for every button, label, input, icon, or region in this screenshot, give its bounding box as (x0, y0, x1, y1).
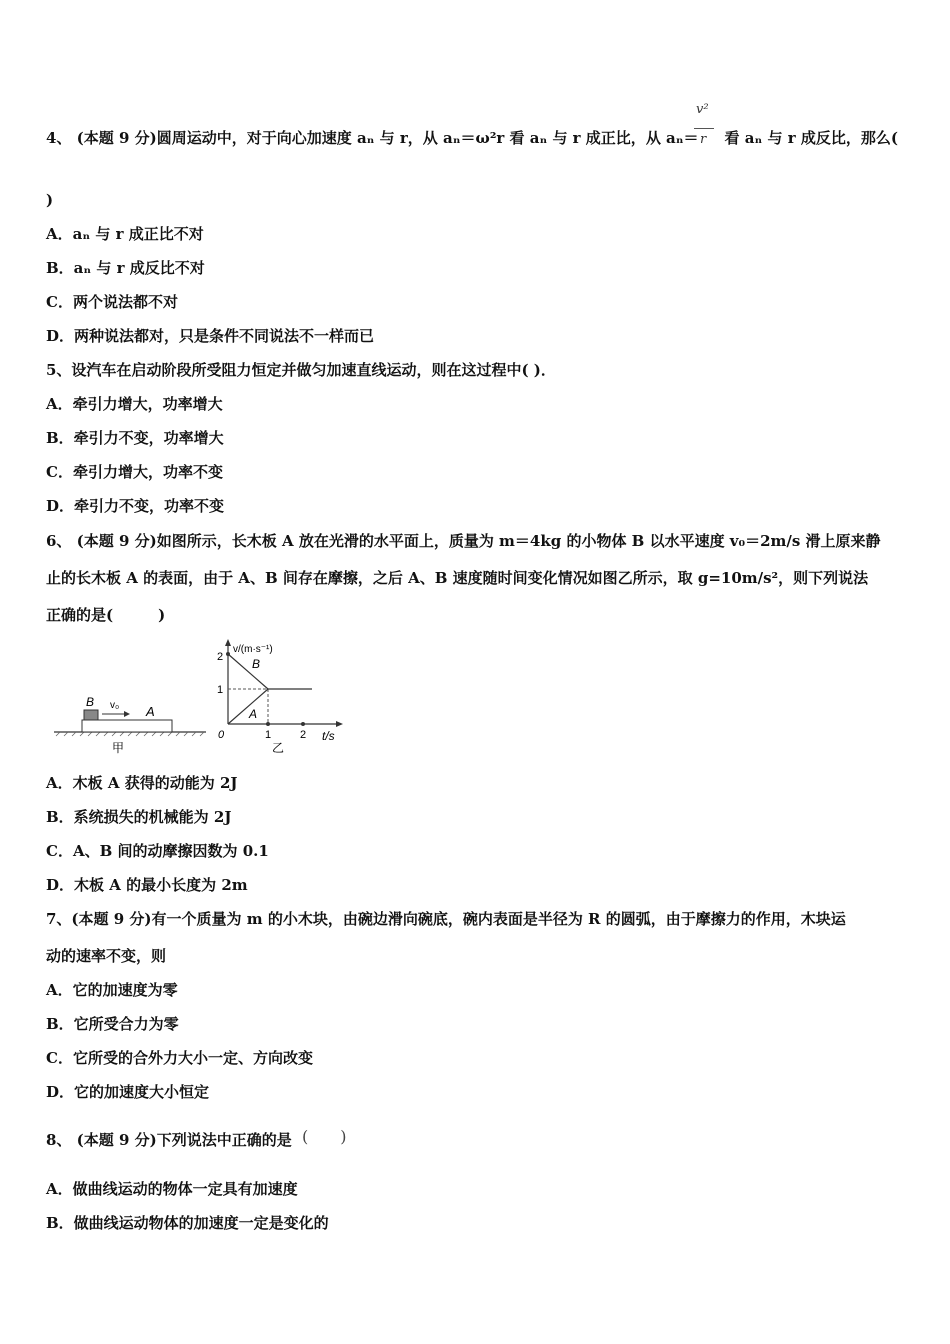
q4-stem-line2: ) (46, 191, 54, 209)
caption-jia: 甲 (112, 741, 125, 755)
q4-fraction-bar (694, 128, 714, 129)
q7-option-b: B．它所受合力为零 (46, 1015, 179, 1033)
q5-stem: 5、设汽车在启动阶段所受阻力恒定并做匀加速直线运动，则在这过程中( )． (46, 361, 556, 379)
line-a-label: A (249, 707, 258, 721)
q6-option-c: C．A、B 间的动摩擦因数为 0.1 (46, 842, 269, 860)
q5-option-c: C．牵引力增大，功率不变 (46, 463, 223, 481)
q6-figure (46, 636, 356, 760)
q4-stem-line1 (46, 128, 898, 148)
q6-stem-line3: 正确的是( ) (46, 606, 166, 624)
line-b (228, 654, 268, 689)
q4-fraction-denominator: r (700, 132, 707, 147)
q8-option-a: A．做曲线运动的物体一定具有加速度 (46, 1180, 298, 1198)
q7-option-c: C．它所受的合外力大小一定、方向改变 (46, 1049, 313, 1067)
q8-answer-paren: ( ) (302, 1127, 347, 1146)
tick-dot-y2 (226, 652, 230, 656)
y-tick-1: 1 (217, 684, 224, 696)
board-a (82, 720, 172, 732)
q6-option-b: B．系统损失的机械能为 2J (46, 808, 232, 826)
q6-option-d: D．木板 A 的最小长度为 2m (46, 876, 248, 894)
q7-stem-line2: 动的速率不变，则 (46, 947, 167, 965)
q4-option-c: C．两个说法都不对 (46, 293, 178, 311)
label-v0: v₀ (110, 700, 120, 711)
q5-option-b: B．牵引力不变，功率增大 (46, 429, 224, 447)
figure-jia (54, 695, 206, 755)
y-axis-label: v/(m·s⁻¹) (233, 644, 273, 655)
velocity-arrowhead (124, 711, 130, 717)
q4-stem-part1: 4、 (本题 9 分)圆周运动中，对于向心加速度 aₙ 与 r，从 aₙ＝ω²r 看 aₙ 与 r 成正比，从 aₙ＝ (46, 129, 699, 147)
q4-stem-part2: 看 aₙ 与 r 成反比，那么( (724, 129, 898, 147)
y-tick-2: 2 (217, 651, 224, 663)
block-b (84, 710, 98, 720)
x-axis-label: t/s (322, 729, 335, 743)
q4-option-d: D．两种说法都对，只是条件不同说法不一样而已 (46, 327, 375, 345)
q8-option-b: B．做曲线运动物体的加速度一定是变化的 (46, 1214, 329, 1232)
line-b-label: B (252, 657, 261, 671)
q5-option-a: A．牵引力增大，功率增大 (46, 395, 223, 413)
q6-stem-line2: 止的长木板 A 的表面，由于 A、B 间存在摩擦，之后 A、B 速度随时间变化情况如图乙所示，取 g=10m/s²，则下列说法 (46, 569, 869, 587)
q7-option-d: D．它的加速度大小恒定 (46, 1083, 210, 1101)
q6-option-a: A．木板 A 获得的动能为 2J (46, 774, 238, 792)
tick-dot-1 (266, 722, 270, 726)
label-b-left: B (86, 695, 95, 709)
q4-fraction-numerator: v² (696, 102, 709, 117)
line-a (228, 689, 268, 724)
q8-stem: 8、 (本题 9 分)下列说法中正确的是 (46, 1131, 292, 1149)
origin-label: 0 (218, 729, 225, 741)
q4-option-b: B．aₙ 与 r 成反比不对 (46, 259, 205, 277)
figure-yi (217, 639, 343, 755)
x-axis-arrow (336, 721, 343, 727)
tick-dot-2 (301, 722, 305, 726)
x-tick-1: 1 (265, 729, 272, 741)
q6-stem-line1: 6、 (本题 9 分)如图所示，长木板 A 放在光滑的水平面上，质量为 m＝4kg 的小物体 B 以水平速度 v₀＝2m/s 滑上原来静 (46, 532, 881, 550)
q5-option-d: D．牵引力不变，功率不变 (46, 497, 225, 515)
x-tick-2: 2 (300, 729, 307, 741)
q4-option-a: A．aₙ 与 r 成正比不对 (46, 225, 204, 243)
caption-yi: 乙 (272, 741, 285, 755)
q7-stem-line1: 7、(本题 9 分)有一个质量为 m 的小木块，由碗边滑向碗底，碗内表面是半径为 R 的圆弧，由于摩擦力的作用，木块运 (46, 910, 846, 928)
y-axis-arrow (225, 639, 231, 646)
q7-option-a: A．它的加速度为零 (46, 981, 178, 999)
label-a-board: A (146, 704, 155, 719)
